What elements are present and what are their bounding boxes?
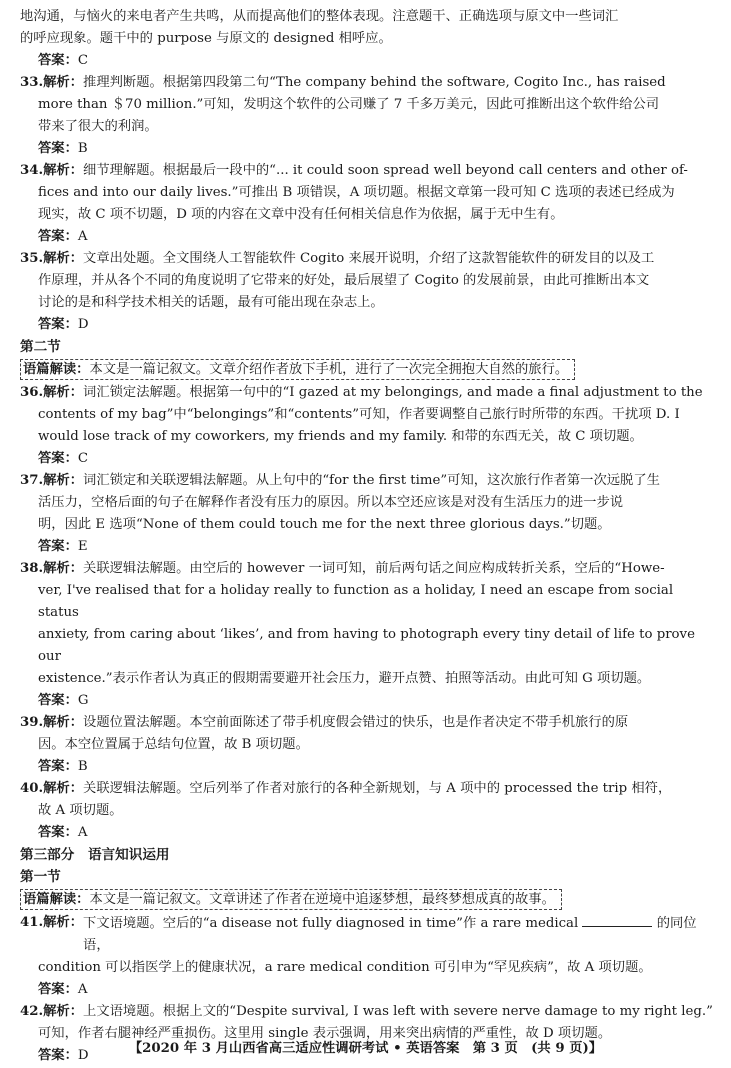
analysis-text: 明，因此 E 选项“None of them could touch me for the next three glorious days.”切题。 xyxy=(38,517,611,532)
analysis-text: 关联逻辑法解题。空后列举了作者对旅行的各种全新规划，与 A 项中的 processed the trip 相符， xyxy=(83,781,672,796)
question-analysis xyxy=(20,712,713,734)
answer-line: 答案：E xyxy=(38,539,88,554)
question-number: 37.解析： xyxy=(20,473,84,488)
analysis-text: 下文语境题。空后的“a disease not fully diagnosed in time”作 a rare medical 的同位语， xyxy=(83,912,713,957)
intro-line: 的呼应现象。题干中的 purpose 与原文的 designed 相呼应。 xyxy=(20,31,392,46)
question-analysis xyxy=(20,558,713,580)
question-number: 33.解析： xyxy=(20,75,84,90)
question-number: 36.解析： xyxy=(20,385,84,400)
summary-label: 语篇解读： xyxy=(23,892,90,907)
question-number: 39.解析： xyxy=(20,715,84,730)
analysis-text: ver, I've realised that for a holiday really to function as a holiday, I need an escape from social status xyxy=(38,583,674,620)
analysis-text: existence.”表示作者认为真正的假期需要避开社会压力，避开点赞、拍照等活动。由此可知 G 项切题。 xyxy=(38,671,651,686)
analysis-text: 讨论的是和科学技术相关的话题，最有可能出现在杂志上。 xyxy=(38,295,384,310)
analysis-text: 上文语境题。根据上文的“Despite survival, I was left with severe nerve damage to my right leg.” xyxy=(83,1004,713,1019)
analysis-text: 故 A 项切题。 xyxy=(38,803,123,818)
question-analysis xyxy=(20,912,713,957)
question-analysis xyxy=(20,1001,713,1023)
question-analysis xyxy=(20,470,713,492)
analysis-text: 可知，作者右腿神经严重损伤。这里用 single 表示强调，用来突出病情的严重性，故 D 项切题。 xyxy=(38,1026,612,1041)
answer-line: 答案：B xyxy=(38,759,88,774)
analysis-text: 词汇锁定和关联逻辑法解题。从上句中的“for the first time”可知，这次旅行作者第一次远脱了生 xyxy=(83,473,660,488)
analysis-label: 解析： xyxy=(43,385,84,400)
question-number: 38.解析： xyxy=(20,561,84,576)
answer-line xyxy=(20,50,713,72)
passage-summary-box xyxy=(20,359,575,380)
analysis-text: anxiety, from caring about ‘likes’, and from having to photograph every tiny detail of life to prove our xyxy=(38,627,695,664)
analysis-label: 解析： xyxy=(43,1004,84,1019)
question-number: 40.解析： xyxy=(20,781,84,796)
analysis-label: 解析： xyxy=(43,75,84,90)
analysis-text: 词汇锁定法解题。根据第一句中的“I gazed at my belongings, and made a final adjustment to the xyxy=(83,385,703,400)
answer-value: B xyxy=(77,759,88,774)
analysis-label: 解析： xyxy=(43,561,84,576)
page-footer: 【2020 年 3 月山西省高三适应性调研考试 • 英语答案 第 3 页 (共 9 页)】 xyxy=(128,1041,603,1056)
answer-value: A xyxy=(77,825,88,840)
answer-line: 答案：A xyxy=(38,982,88,997)
intro-line: 地沟通，与恼火的来电者产生共鸣，从而提高他们的整体表现。注意题干、正确选项与原文中一些词汇 xyxy=(20,9,619,24)
analysis-text: more than ＄70 million.”可知，发明这个软件的公司赚了 7 千多万美元，因此可推断出这个软件给公司 xyxy=(38,97,660,112)
answer-value: C xyxy=(77,451,89,466)
fill-blank xyxy=(582,912,652,927)
analysis-label: 解析： xyxy=(43,715,84,730)
answer-value: C xyxy=(77,53,89,68)
analysis-label: 解析： xyxy=(43,251,84,266)
section-title: 第二节 xyxy=(20,339,61,355)
analysis-text: condition 可以指医学上的健康状况，a rare medical condition 可引申为“罕见疾病”，故 A 项切题。 xyxy=(38,960,652,975)
answer-line: 答案：A xyxy=(38,825,88,840)
question-analysis xyxy=(20,382,713,404)
question-number: 34.解析： xyxy=(20,163,84,178)
question-analysis xyxy=(20,778,713,800)
answer-value: A xyxy=(77,229,88,244)
analysis-text: 因。本空位置属于总结句位置，故 B 项切题。 xyxy=(38,737,309,752)
answer-value: E xyxy=(77,539,88,554)
answer-value: G xyxy=(77,693,89,708)
section-title: 第一节 xyxy=(20,869,61,885)
answer-line: 答案：A xyxy=(38,229,88,244)
summary-text: 本文是一篇记叙文。文章介绍作者放下手机，进行了一次完全拥抱大自然的旅行。 xyxy=(89,362,569,377)
answer-value: D xyxy=(77,317,89,332)
analysis-text: 细节理解题。根据最后一段中的“... it could soon spread well beyond call centers and other of- xyxy=(83,163,688,178)
question-analysis xyxy=(20,248,713,270)
analysis-text: 带来了很大的利润。 xyxy=(38,119,158,134)
analysis-text: 推理判断题。根据第四段第二句“The company behind the software, Cogito Inc., has raised xyxy=(83,75,666,90)
answer-line: 答案：B xyxy=(38,141,88,156)
answer-value: A xyxy=(77,982,88,997)
part-title: 第三部分 语言知识运用 xyxy=(20,847,170,863)
question-number: 35.解析： xyxy=(20,251,84,266)
analysis-text: contents of my bag”中“belongings”和“contents”可知，作者要调整自己旅行时所带的东西。干扰项 D. I xyxy=(38,407,680,422)
answer-label: 答案： xyxy=(38,53,78,68)
analysis-label: 解析： xyxy=(43,781,84,796)
analysis-text: 关联逻辑法解题。由空后的 however 一词可知，前后两句话之间应构成转折关系，空后的“Howe- xyxy=(83,561,665,576)
answer-line: 答案：C xyxy=(38,451,89,466)
analysis-label: 解析： xyxy=(43,915,84,930)
passage-summary-box xyxy=(20,889,562,910)
analysis-text: would lose track of my coworkers, my friends and my family. 和带的东西无关，故 C 项切题。 xyxy=(38,429,643,444)
answer-line: 答案：D xyxy=(38,1048,89,1063)
analysis-text: 文章出处题。全文围绕人工智能软件 Cogito 来展开说明，介绍了这款智能软件的研发目的以及工 xyxy=(83,251,655,266)
question-analysis xyxy=(20,72,713,94)
analysis-label: 解析： xyxy=(43,473,84,488)
question-number: 42.解析： xyxy=(20,1004,84,1019)
summary-text: 本文是一篇记叙文。文章讲述了作者在逆境中追逐梦想，最终梦想成真的故事。 xyxy=(89,892,555,907)
analysis-text: 现实，故 C 项不切题，D 项的内容在文章中没有任何相关信息作为依据，属于无中生有。 xyxy=(38,207,564,222)
answer-value: D xyxy=(77,1048,89,1063)
answer-line: 答案：G xyxy=(38,693,89,708)
analysis-text: 活压力，空格后面的句子在解释作者没有压力的原因。所以本空还应该是对没有生活压力的进一步说 xyxy=(38,495,624,510)
analysis-text: 作原理，并从各个不同的角度说明了它带来的好处，最后展望了 Cogito 的发展前景，由此可推断出本文 xyxy=(38,273,650,288)
analysis-text: 设题位置法解题。本空前面陈述了带手机度假会错过的快乐，也是作者决定不带手机旅行的原 xyxy=(83,715,629,730)
answer-value: B xyxy=(77,141,88,156)
answer-line: 答案：D xyxy=(38,317,89,332)
question-number: 41.解析： xyxy=(20,915,84,930)
analysis-label: 解析： xyxy=(43,163,84,178)
summary-label: 语篇解读： xyxy=(23,362,90,377)
analysis-text: fices and into our daily lives.”可推出 B 项错误，A 项切题。根据文章第一段可知 C 选项的表述已经成为 xyxy=(38,185,675,200)
question-analysis xyxy=(20,160,713,182)
